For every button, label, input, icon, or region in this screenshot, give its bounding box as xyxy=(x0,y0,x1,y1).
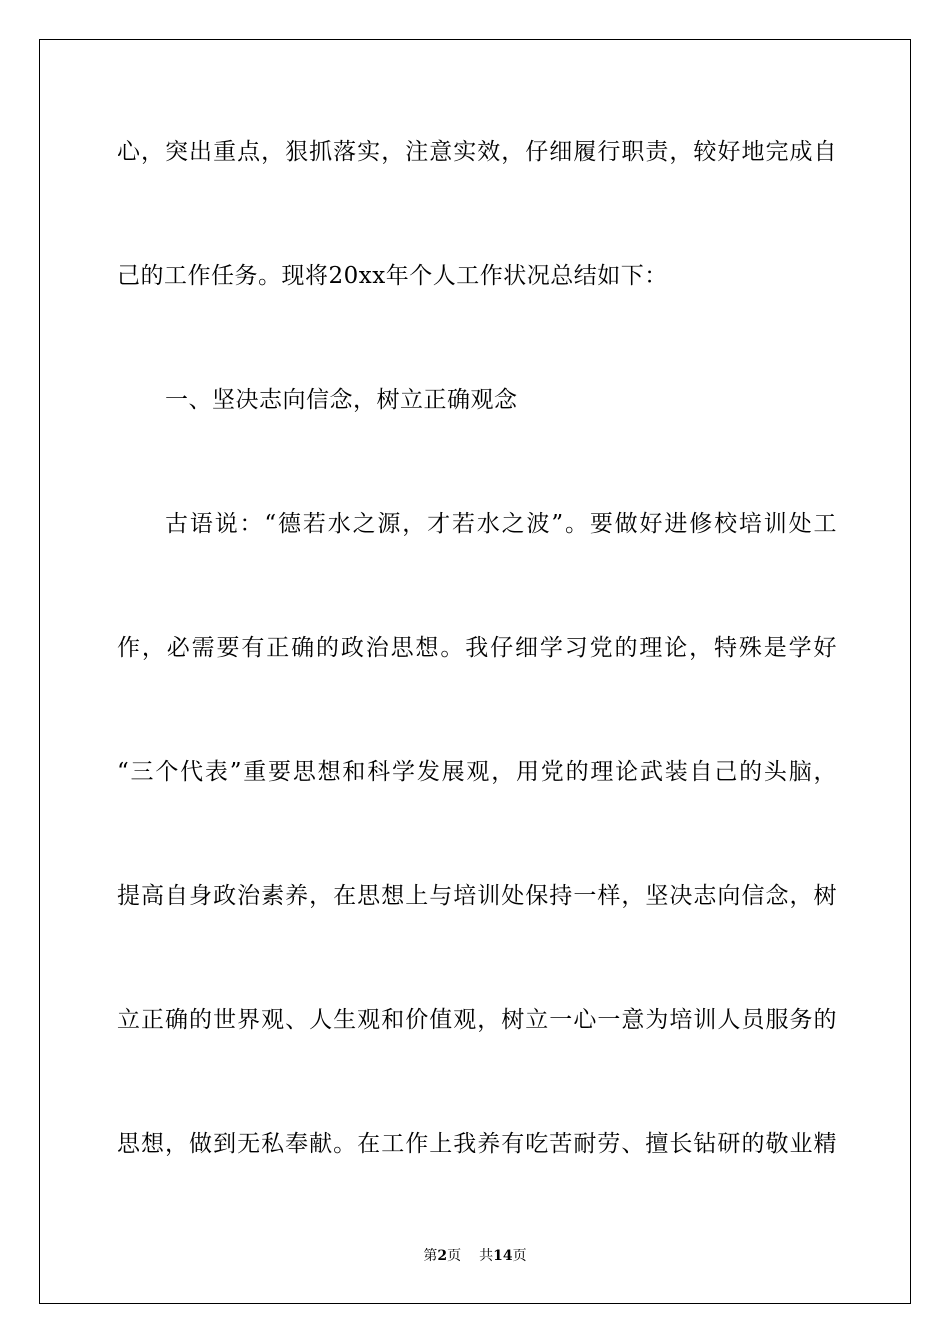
body-line-4: 古语说：“德若水之源，才若水之波”。要做好进修校培训处工 xyxy=(165,511,837,537)
page-border xyxy=(39,39,911,1304)
body-line-8: 立正确的世界观、人生观和价值观，树立一心一意为培训人员服务的 xyxy=(117,1007,837,1033)
current-page-number: 2 xyxy=(437,1248,448,1264)
body-line-5: 作，必需要有正确的政治思想。我仔细学习党的理论，特殊是学好 xyxy=(117,635,837,661)
page-footer xyxy=(0,1247,950,1265)
body-line-2: 己的工作任务。现将20xx年个人工作状况总结如下： xyxy=(117,263,668,289)
total-pages-number: 14 xyxy=(493,1248,513,1264)
total-prefix: 共 xyxy=(479,1248,494,1264)
page-prefix: 第 xyxy=(423,1248,438,1264)
body-line-6: “三个代表”重要思想和科学发展观，用党的理论武装自己的头脑， xyxy=(117,759,837,785)
body-line-7: 提高自身政治素养，在思想上与培训处保持一样，坚决志向信念，树 xyxy=(117,883,837,909)
total-suffix: 页 xyxy=(512,1248,527,1264)
section-heading-1: 一、坚决志向信念，树立正确观念 xyxy=(165,387,518,413)
body-line-1: 心，突出重点，狠抓落实，注意实效，仔细履行职责，较好地完成自 xyxy=(117,139,837,165)
body-line-9: 思想，做到无私奉献。在工作上我养有吃苦耐劳、擅长钻研的敬业精 xyxy=(117,1131,837,1157)
page-suffix: 页 xyxy=(447,1248,462,1264)
